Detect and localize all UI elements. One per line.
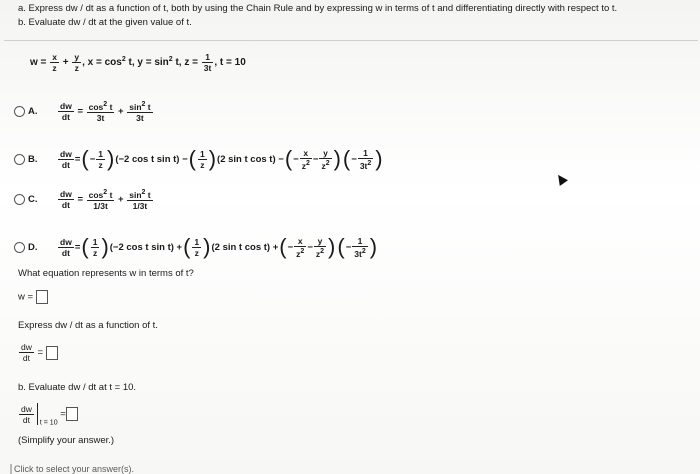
question-part-a: a. Express dw / dt as a function of t, both by using the Chain Rule and by expressing w in terms of t and differentiating directly with respect to t. (18, 3, 618, 14)
option-c[interactable]: C. $\frac{dw}{dt}$ = $\frac{\cos^2 t}{1/3t}$ + $\frac{\sin^2 t}{1/3t}$ (14, 188, 154, 211)
question-part-b: b. Evaluate dw / dt at the given value of t. (18, 17, 192, 28)
answer-eval-input[interactable] (66, 407, 78, 421)
answer-dwdt-row: $\frac{dw}{dt}$ = (18, 342, 58, 363)
answer-w-input[interactable] (36, 290, 48, 304)
question-evaluate: b. Evaluate dw / dt at t = 10. (18, 382, 137, 393)
given-functions: w = $\frac{x}{z}$ + $\frac{y}{z}$ , $x = \cos^2 t$, $y = \sin^2 t$, z = $\frac{1}{3t}$ , t = 10 (30, 52, 246, 73)
answer-eval-row: $\frac{dw}{dt}$ $_{t = 10}$ = (18, 403, 78, 427)
question-w-in-t: What equation represents w in terms of t? (18, 268, 194, 279)
w-equals-label: w = (18, 291, 34, 303)
x-over-z: $\frac{x}{z}$ (52, 52, 57, 73)
y-definition: t, y = sin (125, 57, 169, 69)
question-header (4, 2, 698, 41)
w-label: w = (30, 57, 47, 69)
y-over-z: $\frac{y}{z}$ (74, 52, 80, 73)
answer-w-row (18, 290, 48, 304)
radio-d[interactable] (14, 242, 25, 253)
t-value: , t = 10 (214, 57, 246, 69)
question-dw-dt: Express dw / dt as a function of t. (18, 320, 158, 331)
answer-dwdt-input[interactable] (46, 346, 58, 360)
option-a[interactable]: A. $\frac{dw}{dt}$ = $\frac{\cos^2 t}{3t}$ + $\frac{\sin^2 t}{3t}$ (14, 100, 154, 123)
mouse-cursor-icon (554, 172, 568, 186)
z-definition: t, z = (172, 57, 198, 69)
option-d[interactable]: D. $\frac{dw}{dt}$ = ( $\frac{1}{z}$ ) (−2 cos t sin t) + ( $\frac{1}{z}$ ) (2 sin t cos t) + ( − $\frac{x}{z^2}$ − $\frac{y}{z^2}$ ) ( − $\frac{1}{3t^2}$ ) (14, 236, 378, 259)
footer-instruction: Click to select your answer(s). (10, 464, 134, 474)
radio-b[interactable] (14, 154, 25, 165)
one-over-3t: $\frac{1}{3t}$ (203, 52, 212, 73)
simplify-hint: (Simplify your answer.) (18, 435, 115, 446)
option-d-label: D. (28, 241, 38, 253)
radio-c[interactable] (14, 194, 25, 205)
option-a-label: A. (28, 105, 38, 117)
radio-a[interactable] (14, 106, 25, 117)
eval-point: t = 10 (39, 419, 58, 427)
option-b[interactable]: B. $\frac{dw}{dt}$ = ( − $\frac{1}{z}$ ) (−2 cos t sin t) − ( $\frac{1}{z}$ ) (2 sin t cos t) − ( − $\frac{x}{z^2}$ − $\frac{y}{z^2}$ ) ( − $\frac{1}{3t^2}$ ) (14, 148, 384, 171)
x-definition: , x = cos (82, 57, 122, 69)
option-b-label: B. (28, 153, 38, 165)
option-c-label: C. (28, 193, 38, 205)
